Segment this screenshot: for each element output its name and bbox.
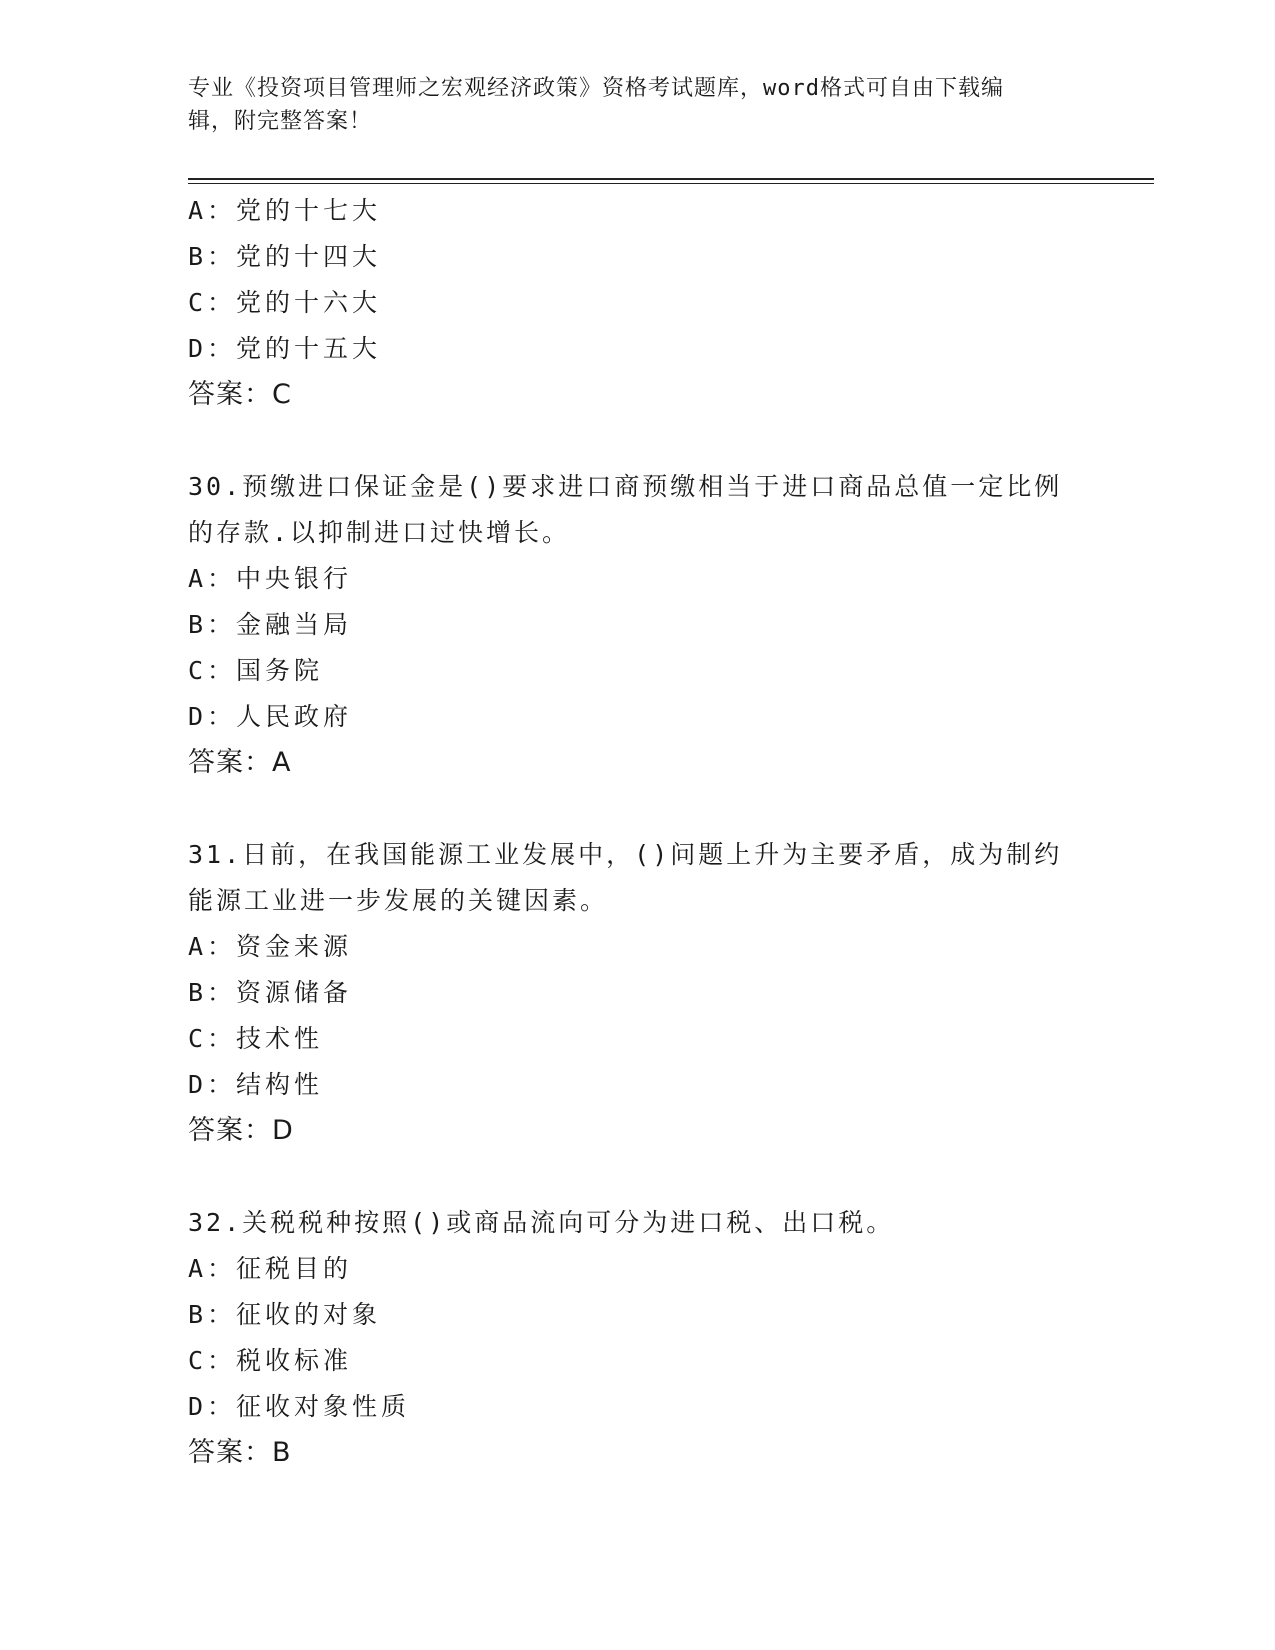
spacer	[188, 418, 1088, 464]
answer-line: 答案：D	[188, 1115, 294, 1146]
option-b: B：资源储备	[188, 978, 353, 1007]
question-text-line-1: 30.预缴进口保证金是()要求进口商预缴相当于进口商品总值一定比例	[188, 472, 1063, 501]
question-block-30	[188, 464, 1088, 786]
question-text-line-1: 31.日前，在我国能源工业发展中，()问题上升为主要矛盾，成为制约	[188, 840, 1063, 869]
question-list	[188, 188, 1088, 1476]
option-d: D：结构性	[188, 1070, 324, 1099]
header-divider-thin	[188, 183, 1154, 184]
spacer	[188, 1154, 1088, 1200]
question-text-line-2: 的存款.以抑制进口过快增长。	[188, 518, 571, 547]
answer-line: 答案：A	[188, 747, 292, 778]
question-block-prev	[188, 188, 1088, 418]
option-a: A：征税目的	[188, 1254, 353, 1283]
header-divider-thick	[188, 178, 1154, 180]
option-a: A：资金来源	[188, 932, 353, 961]
option-b: B：征收的对象	[188, 1300, 382, 1329]
question-block-31	[188, 832, 1088, 1154]
answer-line: 答案：C	[188, 379, 292, 410]
option-d: D：人民政府	[188, 702, 353, 731]
document-header	[188, 72, 1088, 138]
option-d: D：征收对象性质	[188, 1392, 411, 1421]
option-b: B：金融当局	[188, 610, 353, 639]
option-c: C：国务院	[188, 656, 324, 685]
option-a: A：党的十七大	[188, 196, 382, 225]
spacer	[188, 786, 1088, 832]
option-b: B：党的十四大	[188, 242, 382, 271]
option-c: C：技术性	[188, 1024, 324, 1053]
question-block-32	[188, 1200, 1088, 1476]
answer-line: 答案：B	[188, 1437, 292, 1468]
option-c: C：党的十六大	[188, 288, 382, 317]
option-d: D：党的十五大	[188, 334, 382, 363]
header-line-2: 辑，附完整答案！	[188, 109, 373, 134]
option-a: A：中央银行	[188, 564, 353, 593]
header-line-1: 专业《投资项目管理师之宏观经济政策》资格考试题库，word格式可自由下载编	[188, 76, 1004, 101]
option-c: C：税收标准	[188, 1346, 353, 1375]
question-text-line-1: 32.关税税种按照()或商品流向可分为进口税、出口税。	[188, 1208, 895, 1237]
question-text-line-2: 能源工业进一步发展的关键因素。	[188, 886, 609, 915]
